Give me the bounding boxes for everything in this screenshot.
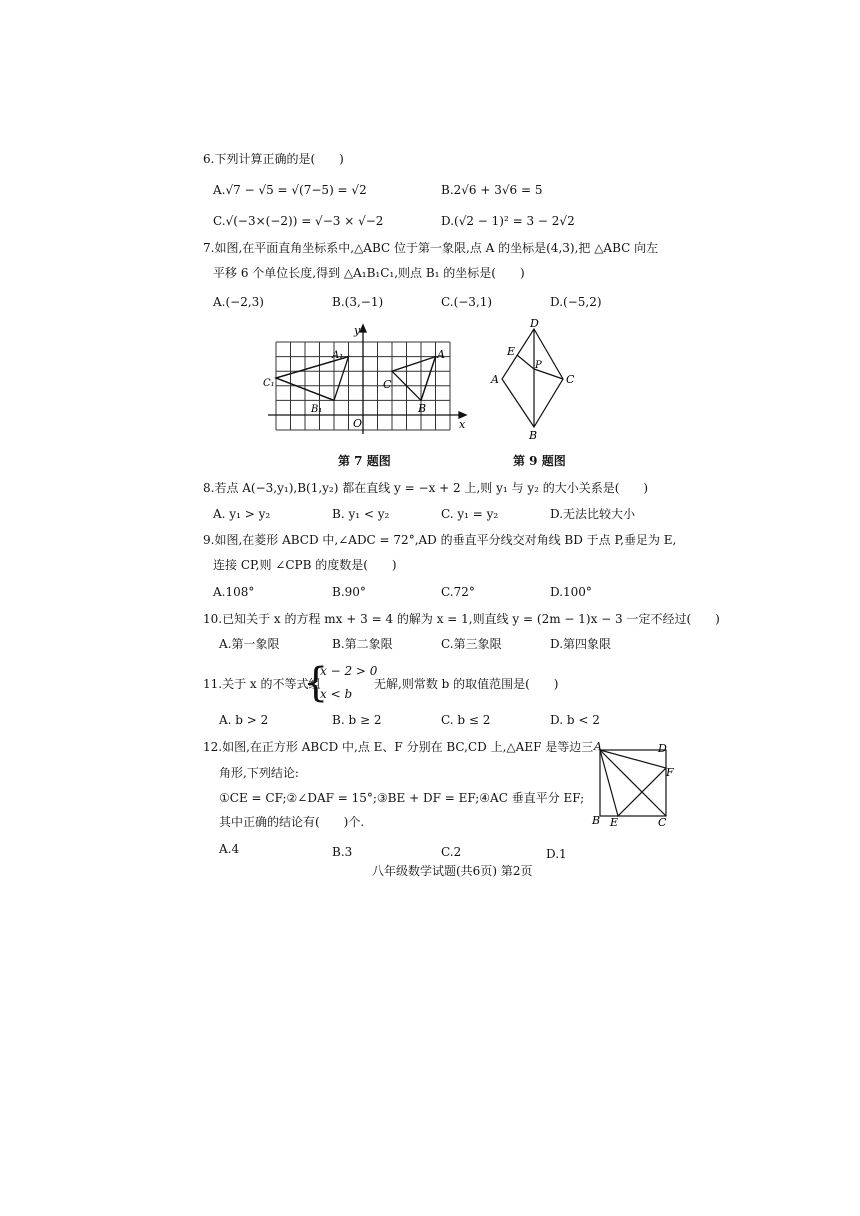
fig12-label-a: A	[594, 740, 602, 753]
figure-9-caption: 第 9 题图	[513, 454, 566, 468]
label-a: A	[437, 348, 445, 361]
q10-stem: 10.已知关于 x 的方程 mx + 3 = 4 的解为 x = 1,则直线 y = (2m − 1)x − 3 一定不经过( )	[203, 612, 720, 626]
q8-option-c: C. y₁ = y₂	[441, 507, 499, 521]
q6-option-a: A.√7 − √5 = √(7−5) = √2	[213, 183, 367, 197]
q11-suffix: 无解,则常数 b 的取值范围是( )	[374, 677, 559, 691]
label-b1: B₁	[311, 404, 323, 415]
q8-option-b: B. y₁ < y₂	[332, 507, 390, 521]
q11-option-b: B. b ≥ 2	[332, 713, 382, 727]
fig9-label-b: B	[529, 429, 538, 442]
q12-line1: 12.如图,在正方形 ABCD 中,点 E、F 分别在 BC,CD 上,△AEF 是等边三	[203, 740, 594, 754]
triangle-a1b1c1	[276, 357, 349, 401]
q8-stem: 8.若点 A(−3,y₁),B(1,y₂) 都在直线 y = −x + 2 上,则 y₁ 与 y₂ 的大小关系是( )	[203, 481, 649, 495]
fig9-label-a: A	[491, 373, 499, 386]
q12-line4: 其中正确的结论有( )个.	[219, 815, 365, 829]
q11-prefix: 11.关于 x 的不等式组	[203, 677, 321, 691]
label-c1: C₁	[263, 378, 275, 389]
q12-option-a: A.4	[219, 842, 240, 856]
fig12-label-e: E	[610, 816, 619, 829]
q7-option-a: A.(−2,3)	[213, 295, 264, 309]
q10-option-c: C.第三象限	[441, 637, 502, 651]
q9-option-c: C.72°	[441, 585, 475, 599]
q11-inequality-1: x − 2 > 0	[320, 664, 378, 678]
q9-line1: 9.如图,在菱形 ABCD 中,∠ADC = 72°,AD 的垂直平分线交对角线 BD 于点 P,垂足为 E,	[203, 533, 677, 547]
q11-option-c: C. b ≤ 2	[441, 713, 491, 727]
figure-12-square	[586, 738, 682, 834]
origin-label: O	[353, 417, 363, 430]
q7-option-c: C.(−3,1)	[441, 295, 493, 309]
q6-stem: 6.下列计算正确的是( )	[203, 152, 344, 166]
axis-x-label: x	[459, 418, 466, 431]
q9-option-b: B.90°	[332, 585, 366, 599]
q10-option-b: B.第二象限	[332, 637, 393, 651]
q12-option-c: C.2	[441, 845, 462, 859]
fig9-label-c: C	[566, 373, 575, 386]
fig9-label-d: D	[530, 317, 539, 330]
q6-option-b: B.2√6 + 3√6 = 5	[441, 183, 543, 197]
q7-option-d: D.(−5,2)	[550, 295, 602, 309]
fig12-label-d: D	[658, 742, 667, 755]
figure-7-grid	[262, 322, 472, 442]
q12-line2: 角形,下列结论:	[219, 766, 299, 780]
q8-option-d: D.无法比较大小	[550, 507, 636, 521]
q12-option-d: D.1	[546, 847, 567, 861]
figure-9-rhombus	[485, 315, 595, 445]
q12-option-b: B.3	[332, 845, 353, 859]
q6-option-c: C.√(−3×(−2)) = √−3 × √−2	[213, 214, 384, 228]
q9-line2: 连接 CP,则 ∠CPB 的度数是( )	[213, 558, 397, 572]
figure-7-caption: 第 7 题图	[338, 454, 391, 468]
q11-option-a: A. b > 2	[219, 713, 269, 727]
q11-option-d: D. b < 2	[550, 713, 600, 727]
q7-line1: 7.如图,在平面直角坐标系中,△ABC 位于第一象限,点 A 的坐标是(4,3),把 △ABC 向左	[203, 241, 659, 255]
triangle-abc	[392, 357, 436, 401]
q7-line2: 平移 6 个单位长度,得到 △A₁B₁C₁,则点 B₁ 的坐标是( )	[213, 266, 525, 280]
page-footer: 八年级数学试题(共6页) 第2页	[372, 864, 533, 878]
q10-option-d: D.第四象限	[550, 637, 612, 651]
q12-line3: ①CE = CF;②∠DAF = 15°;③BE + DF = EF;④AC 垂直平分 EF;	[219, 791, 585, 805]
label-a1: A₁	[332, 350, 344, 361]
fig9-label-p: P	[535, 360, 542, 371]
q7-option-b: B.(3,−1)	[332, 295, 384, 309]
fig12-label-c: C	[658, 816, 667, 829]
q8-option-a: A. y₁ > y₂	[213, 507, 271, 521]
q9-option-a: A.108°	[213, 585, 255, 599]
brace-symbol: {	[303, 660, 329, 706]
fig9-label-e: E	[507, 345, 516, 358]
axis-y-label: y	[354, 324, 361, 337]
fig12-label-f: F	[666, 766, 674, 779]
q10-option-a: A.第一象限	[219, 637, 280, 651]
label-c: C	[383, 378, 392, 391]
fig12-label-b: B	[592, 814, 601, 827]
q6-option-d: D.(√2 − 1)² = 3 − 2√2	[441, 214, 575, 228]
q9-option-d: D.100°	[550, 585, 592, 599]
q11-inequality-2: x < b	[320, 687, 353, 701]
label-b: B	[418, 402, 427, 415]
